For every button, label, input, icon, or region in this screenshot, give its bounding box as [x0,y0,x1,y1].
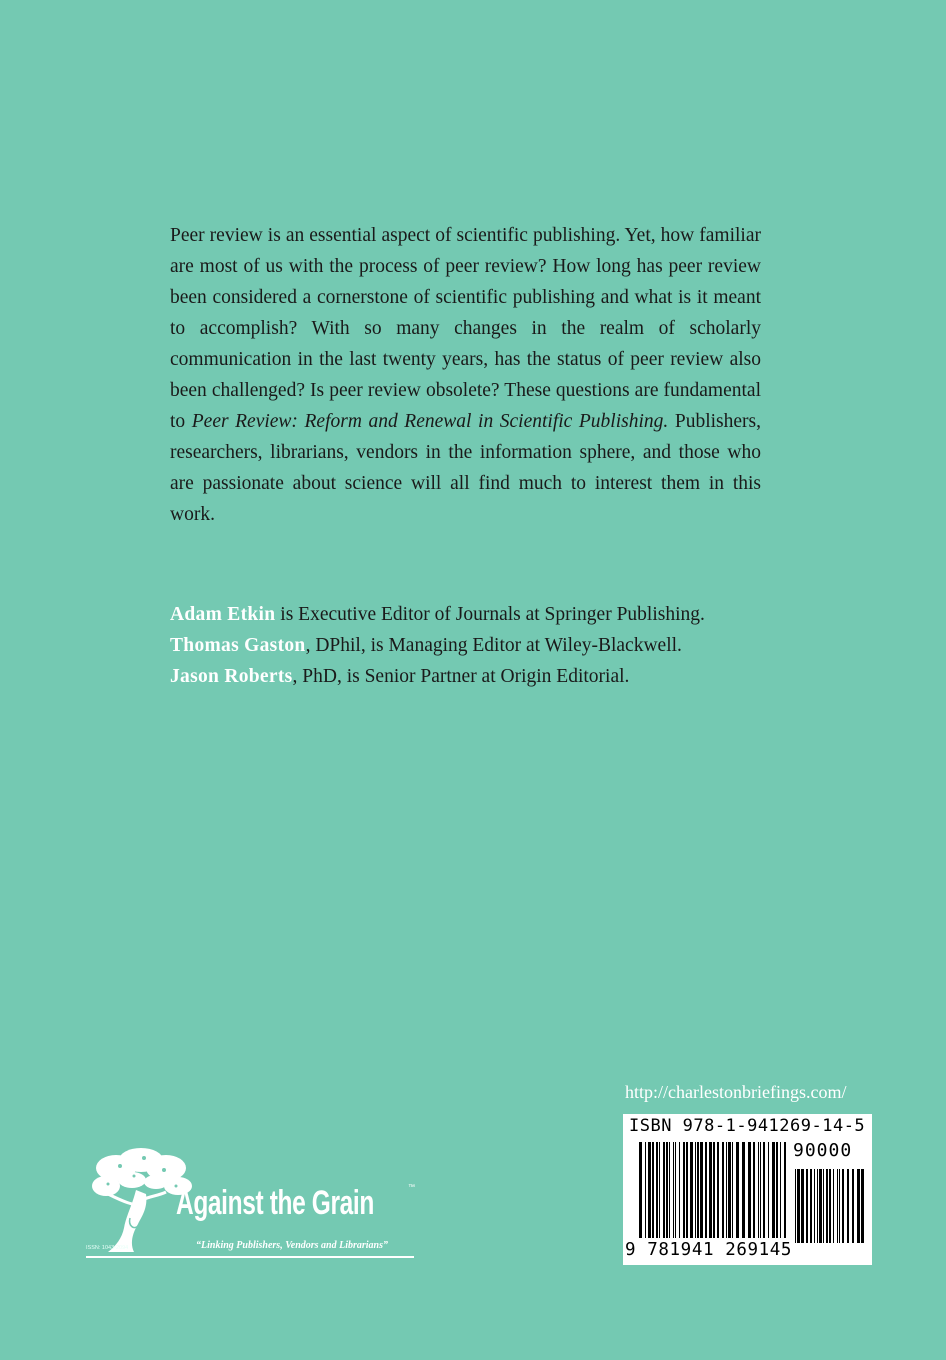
ean-digits: 9 781941 269145 [625,1240,793,1260]
barcode-bar [797,1169,800,1243]
barcode-bar [675,1142,676,1238]
barcode-bar [679,1142,680,1238]
barcode-bar [722,1142,724,1238]
logo-tagline: “Linking Publishers, Vendors and Librarians” [196,1240,388,1251]
barcode-bar [829,1169,831,1243]
author-list [170,599,810,692]
barcode-bar [732,1142,733,1238]
barcode-bar [697,1142,699,1238]
description-text-end: Publishers, researchers, librarians, vendors in the information sphere, and those who are passionate about science will all find much to interest them in this work. [170,411,761,525]
barcode-bar [857,1169,860,1243]
barcode-bar [776,1142,778,1238]
price-code: 90000 [793,1140,853,1161]
barcode-bar [819,1169,822,1243]
description-text: Peer review is an essential aspect of scientific publishing. Yet, how familiar are most of us with the process of peer review? How long has peer review been considered a cornerstone of scientific publishing and what is it meant to accomplish? With so many changes in the realm of scholarly communication in the last twenty years, has the status of peer review also been challenged? Is peer review obsolete? These questions are fundamental to [170,225,761,432]
barcode-bar [847,1169,849,1243]
author-bio: , DPhil, is Managing Editor at Wiley-Blackwell. [305,635,682,656]
barcode-bar [758,1142,759,1238]
author-entry [170,630,810,661]
barcode-bar [842,1169,844,1243]
barcode-bar [686,1142,688,1238]
supplement-barcode-bars [795,1169,865,1243]
author-bio: , PhD, is Senior Partner at Origin Editorial. [292,666,630,687]
barcode-bar [700,1142,703,1238]
barcode-bar [669,1142,670,1238]
barcode-bar [705,1142,707,1238]
ean-barcode-bars [639,1142,787,1238]
barcode-bar [673,1142,674,1238]
barcode-bar [837,1169,838,1243]
barcode-bar [683,1142,685,1238]
against-the-grain-logo [86,1146,418,1264]
barcode-bar [826,1169,828,1243]
barcode-bar [742,1142,745,1238]
author-name: Adam Etkin [170,604,276,625]
trademark-symbol: ™ [408,1184,415,1191]
barcode-bar [639,1142,642,1238]
barcode-bar [713,1142,715,1238]
logo-title: Against the Grain [176,1184,374,1222]
barcode-bar [768,1142,769,1238]
author-entry [170,599,810,630]
barcode-bar [810,1169,812,1243]
barcode-bar [648,1142,651,1238]
logo-underline [86,1256,414,1258]
barcode-bar [784,1142,786,1238]
website-link[interactable]: http://charlestonbriefings.com/ [625,1082,847,1102]
barcode-bar [801,1169,804,1243]
author-name: Thomas Gaston [170,635,306,656]
barcode-bar [763,1142,765,1238]
barcode-bar [736,1142,739,1238]
logo-issn: ISSN: 1043-2094 [86,1245,129,1251]
barcode-bar [656,1142,658,1238]
author-name: Jason Roberts [170,666,293,687]
barcode-bar [663,1142,665,1238]
author-bio: is Executive Editor of Journals at Springer Publishing. [275,604,705,625]
barcode-bar [659,1142,660,1238]
barcode-bar [690,1142,693,1238]
isbn-label: ISBN 978-1-941269-14-5 [629,1116,866,1136]
barcode-bar [695,1142,696,1238]
description-paragraph [170,220,761,530]
barcode-bar [833,1169,834,1243]
barcode-bar [748,1142,751,1238]
barcode-bar [760,1142,761,1238]
barcode-bar [795,1169,796,1243]
barcode-bar [728,1142,731,1238]
barcode-bar [861,1169,864,1243]
author-entry [170,661,810,692]
barcode-bar [780,1142,781,1238]
barcode-bar [753,1142,755,1238]
barcode-bar [652,1142,654,1238]
barcode-bar [666,1142,668,1238]
barcode-bar [839,1169,840,1243]
barcode-bar [709,1142,712,1238]
barcode-bar [814,1169,815,1243]
barcode-bar [726,1142,727,1238]
barcode-bar [806,1169,808,1243]
barcode-bar [772,1142,775,1238]
isbn-barcode [623,1114,872,1265]
barcode-bar [852,1169,854,1243]
barcode-bar [645,1142,646,1238]
book-title: Peer Review: Reform and Renewal in Scientific Publishing. [191,411,669,432]
barcode-bar [717,1142,719,1238]
barcode-bar [823,1169,824,1243]
barcode-bar [817,1169,818,1243]
